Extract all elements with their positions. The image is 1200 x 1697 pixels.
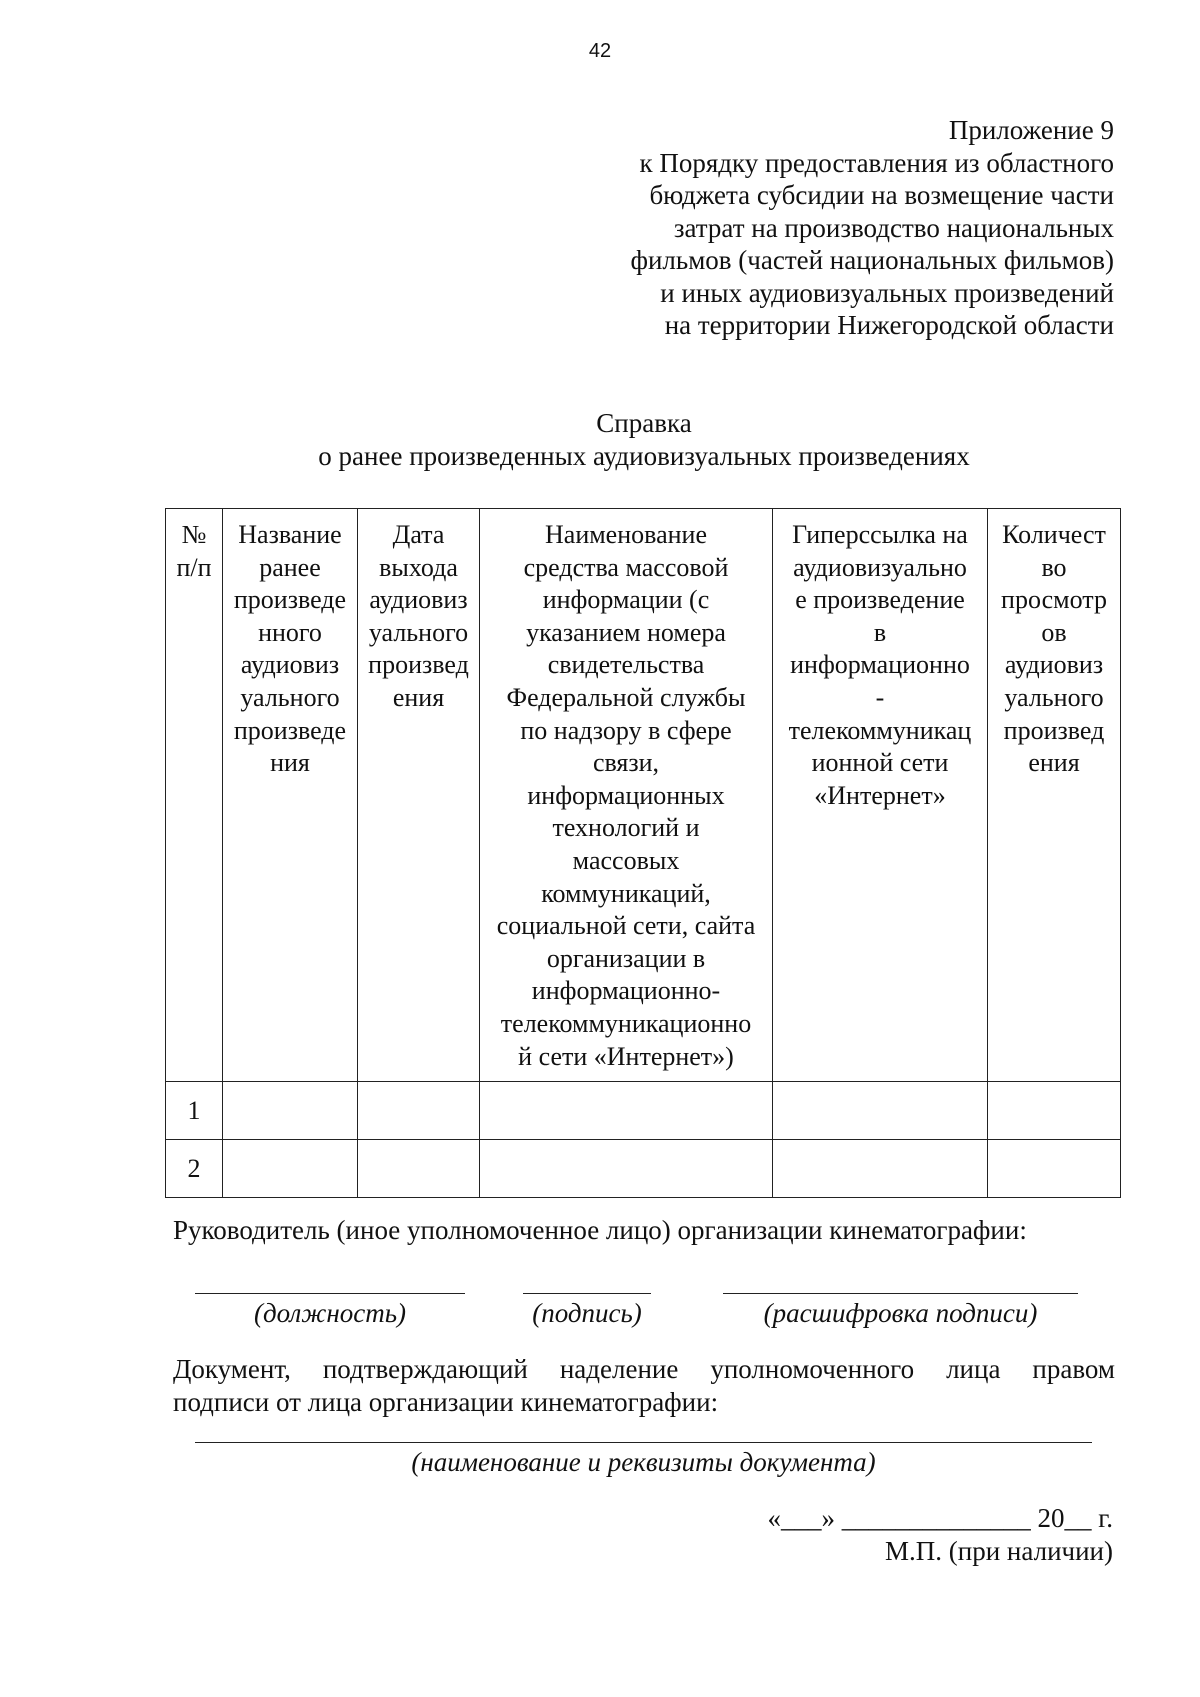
column-header-release-date: [358, 509, 480, 1082]
signature-line: [523, 1293, 651, 1294]
position-signature-line: [195, 1293, 465, 1294]
table-cell: [480, 1140, 773, 1198]
column-header-line: массовых: [572, 845, 680, 875]
column-header-line: уального: [368, 617, 469, 647]
column-header-media-name: [480, 509, 773, 1082]
document-title: [0, 407, 1200, 473]
column-header-line: №: [181, 520, 207, 549]
column-header-line: п/п: [176, 552, 212, 582]
column-header-line: уального: [1004, 682, 1104, 712]
decode-signature-line: [723, 1293, 1078, 1294]
column-header-line: е произведение: [795, 585, 965, 615]
column-header-line: телекоммуникационно: [500, 1008, 752, 1038]
signature-caption: (подпись): [532, 1298, 642, 1328]
column-header-views: [988, 509, 1121, 1082]
column-header-line: информационных: [527, 780, 725, 810]
column-header-line: й сети «Интернет»): [518, 1041, 734, 1071]
column-header-line: аудиовиз: [369, 585, 468, 615]
column-header-line: -: [875, 682, 885, 712]
column-header-line: Наименование: [545, 520, 707, 549]
row-number: 1: [166, 1082, 223, 1140]
column-header-line: коммуникаций,: [541, 878, 711, 908]
column-header-line: связи,: [592, 748, 660, 778]
row-number: 2: [166, 1140, 223, 1198]
column-header-line: Федеральной службы: [506, 682, 746, 712]
title-line-1: Справка: [596, 408, 692, 438]
document-details-line: [195, 1442, 1092, 1443]
column-header-line: ения: [1028, 748, 1080, 778]
table-cell: [773, 1140, 988, 1198]
column-header-line: во: [1041, 552, 1067, 582]
column-header-line: аудиовизуально: [793, 552, 967, 582]
column-header-line: аудиовиз: [1004, 650, 1104, 680]
column-header-line: информации (с: [542, 585, 710, 615]
table-row: [166, 1140, 1121, 1198]
column-header-line: ния: [270, 748, 310, 778]
column-header-line: социальной сети, сайта: [496, 911, 756, 941]
table-cell: [773, 1082, 988, 1140]
appendix-line: бюджета субсидии на возмещение части: [649, 180, 1114, 210]
works-table-wrapper: [165, 508, 1120, 1198]
table-cell: [988, 1140, 1121, 1198]
title-line-2: о ранее произведенных аудиовизуальных произведениях: [318, 441, 970, 471]
column-header-line: произведе: [233, 585, 347, 615]
column-header-line: технологий и: [552, 813, 700, 843]
column-header-title: [223, 509, 358, 1082]
stamp-note: М.П. (при наличии): [885, 1536, 1113, 1566]
column-header-line: организации в: [546, 943, 706, 973]
document-details-caption: (наименование и реквизиты документа): [411, 1447, 876, 1477]
authority-line-1: Документ, подтверждающий наделение уполномоченного лица правом: [173, 1354, 1115, 1384]
column-header-number: [166, 509, 223, 1082]
table-cell: [223, 1140, 358, 1198]
column-header-line: ионной сети: [811, 748, 949, 778]
date-field: «___» ______________ 20__ г.: [767, 1503, 1113, 1533]
column-header-hyperlink: [773, 509, 988, 1082]
table-cell: [358, 1082, 480, 1140]
position-caption: (должность): [253, 1298, 407, 1328]
column-header-line: Количест: [1002, 520, 1106, 549]
column-header-line: в: [873, 617, 887, 647]
decode-caption: (расшифровка подписи): [763, 1298, 1038, 1328]
column-header-line: телекоммуникац: [788, 715, 972, 745]
column-header-line: произвед: [1003, 715, 1105, 745]
appendix-line: к Порядку предоставления из областного: [639, 147, 1114, 178]
authority-line-2: подписи от лица организации кинематографии:: [173, 1387, 719, 1417]
column-header-line: выхода: [379, 552, 458, 582]
appendix-header: [554, 114, 1114, 342]
appendix-line: и иных аудиовизуальных произведений: [660, 277, 1114, 308]
column-header-line: ов: [1041, 617, 1067, 647]
table-cell: [358, 1140, 480, 1198]
table-header-row: [166, 509, 1121, 1082]
head-signatory-label: Руководитель (иное уполномоченное лицо) организации кинематографии:: [173, 1215, 1027, 1245]
appendix-line: затрат на производство национальных: [673, 212, 1114, 243]
column-header-line: ранее: [259, 552, 321, 582]
appendix-line: Приложение 9: [948, 115, 1114, 145]
column-header-line: просмотр: [1001, 585, 1107, 615]
column-header-line: по надзору в сфере: [520, 715, 732, 745]
appendix-line: фильмов (частей национальных фильмов): [630, 245, 1114, 275]
works-table: [165, 508, 1121, 1198]
column-header-line: произведе: [233, 715, 347, 745]
appendix-line: на территории Нижегородской области: [664, 310, 1114, 340]
table-cell: [480, 1082, 773, 1140]
table-row: [166, 1082, 1121, 1140]
column-header-line: указанием номера: [526, 617, 726, 647]
column-header-line: информационно: [790, 650, 970, 680]
column-header-line: произвед: [368, 650, 469, 680]
column-header-line: аудиовиз: [240, 650, 340, 680]
column-header-line: свидетельства: [547, 650, 705, 680]
column-header-line: средства массовой: [523, 552, 729, 582]
column-header-line: нного: [258, 617, 322, 647]
column-header-line: Название: [238, 520, 342, 549]
column-header-line: информационно-: [531, 976, 721, 1006]
table-cell: [223, 1082, 358, 1140]
column-header-line: Дата: [392, 520, 445, 549]
column-header-line: «Интернет»: [814, 780, 946, 810]
column-header-line: ения: [392, 682, 445, 712]
column-header-line: Гиперссылка на: [792, 520, 968, 549]
page-number: 42: [588, 40, 612, 62]
authority-document-text: [173, 1353, 1115, 1419]
column-header-line: уального: [240, 682, 340, 712]
table-cell: [988, 1082, 1121, 1140]
